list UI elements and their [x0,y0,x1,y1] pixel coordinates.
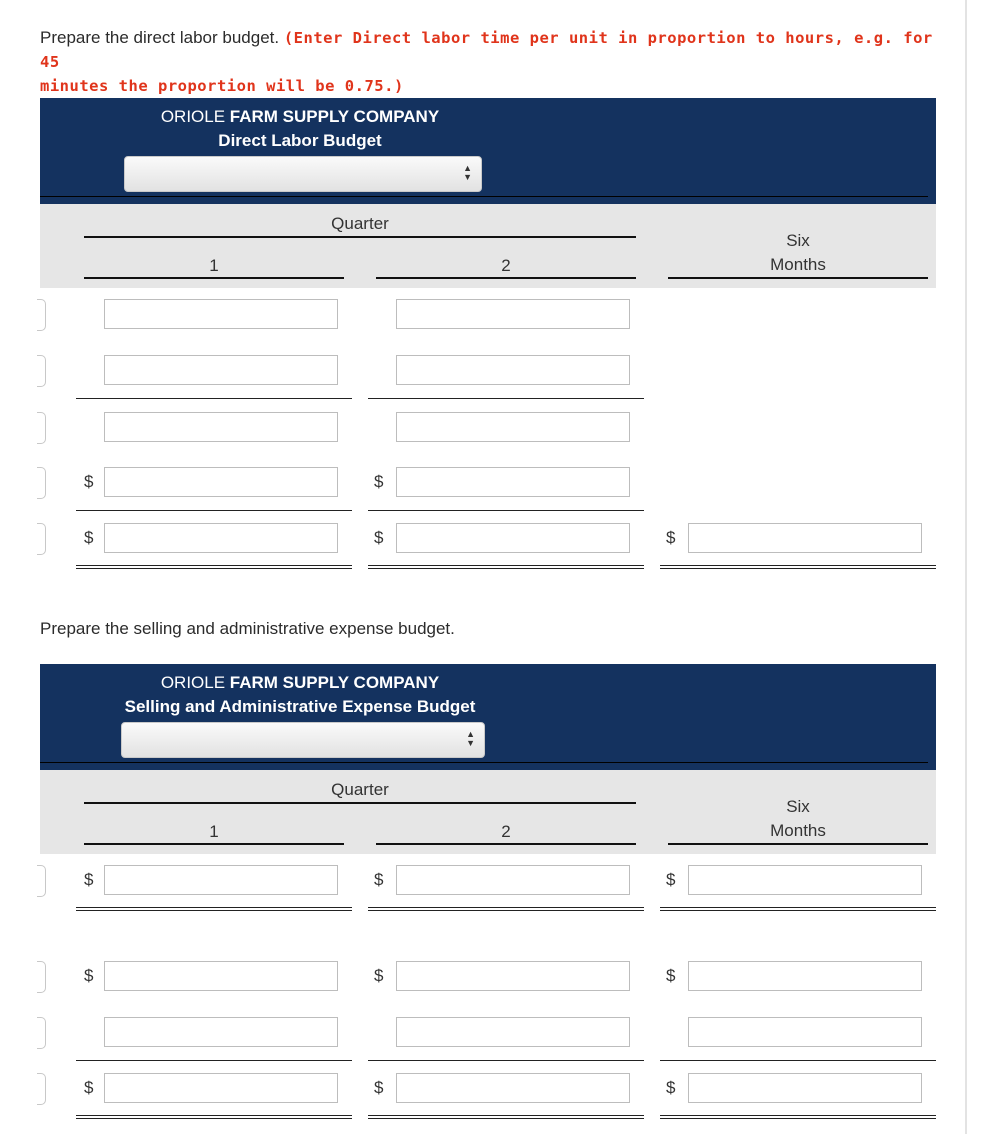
row-label-select[interactable] [37,1017,46,1049]
col-q1-underline [84,843,344,845]
dollar-sign: $ [374,472,384,491]
period-select[interactable] [121,722,485,758]
q2-input[interactable] [396,1017,630,1047]
col-q2-underline [376,277,636,279]
dollar-sign: $ [666,966,676,985]
dollar-sign: $ [84,1078,94,1097]
subtotal-rule [76,398,352,399]
quarter-underline [84,802,636,804]
select-arrows-icon: ▲ ▼ [466,729,475,748]
select-arrows-icon: ▲ ▼ [463,163,472,182]
company-name [40,673,560,693]
total-double-rule [368,565,644,569]
col-six-months-2: Months [770,255,826,274]
row-label-select[interactable] [37,961,46,993]
q1-input[interactable] [104,961,338,991]
q1-input[interactable] [104,355,338,385]
total-double-rule [76,1115,352,1119]
col-q1-underline [84,277,344,279]
quarter-label: Quarter [331,214,389,233]
dollar-sign: $ [84,966,94,985]
q2-input[interactable] [396,299,630,329]
selling-admin-header [40,664,936,770]
company-suffix: FARM SUPPLY COMPANY [225,673,440,692]
subtotal-rule [76,1060,352,1061]
col-q1: 1 [209,822,219,841]
period-select[interactable] [124,156,482,192]
instruction-text: Prepare the direct labor budget. [40,28,284,47]
col-six-months-1: Six [786,231,810,250]
selling-admin-column-headers [40,770,936,854]
dollar-sign: $ [374,1078,384,1097]
dollar-sign: $ [374,966,384,985]
subtotal-rule [660,1060,936,1061]
q1-input[interactable] [104,1017,338,1047]
total-double-rule [660,1115,936,1119]
right-border [965,0,967,1134]
total-double-rule [660,907,936,911]
col-six-months-underline [668,843,928,845]
q1-total-input[interactable] [104,523,338,553]
direct-labor-column-headers [40,204,936,288]
q1-input[interactable] [104,412,338,442]
col-q1: 1 [209,256,219,275]
q2-total-input[interactable] [396,1073,630,1103]
row-label-select[interactable] [37,299,46,331]
q2-total-input[interactable] [396,523,630,553]
selling-admin-instruction: Prepare the selling and administrative expense budget. [40,619,455,638]
col-q2-underline [376,843,636,845]
six-months-input[interactable] [688,865,922,895]
q1-input[interactable] [104,865,338,895]
instruction-note-cont: minutes the proportion will be 0.75.) [40,77,404,95]
total-double-rule [76,907,352,911]
q2-input[interactable] [396,412,630,442]
header-rule [40,196,928,197]
company-suffix: FARM SUPPLY COMPANY [225,107,440,126]
dollar-sign: $ [84,472,94,491]
col-q2: 2 [501,822,511,841]
col-six-months-1: Six [786,797,810,816]
six-months-total-input[interactable] [688,523,922,553]
row-label-select[interactable] [37,467,46,499]
q1-input[interactable] [104,467,338,497]
q2-input[interactable] [396,961,630,991]
row-label-select[interactable] [37,1073,46,1105]
total-double-rule [368,907,644,911]
direct-labor-header [40,98,936,204]
header-rule [40,762,928,763]
instruction-note: (Enter Direct labor time per unit in proportion to hours, e.g. for 45 [40,29,933,71]
row-label-select[interactable] [37,523,46,555]
dollar-sign: $ [666,870,676,889]
col-q2: 2 [501,256,511,275]
col-six-months-2: Months [770,821,826,840]
dollar-sign: $ [666,1078,676,1097]
total-double-rule [76,565,352,569]
quarter-label: Quarter [331,780,389,799]
subtotal-rule [76,510,352,511]
dollar-sign: $ [374,528,384,547]
six-months-input[interactable] [688,1017,922,1047]
row-label-select[interactable] [37,865,46,897]
row-label-select[interactable] [37,412,46,444]
q1-total-input[interactable] [104,1073,338,1103]
q2-input[interactable] [396,865,630,895]
six-months-total-input[interactable] [688,1073,922,1103]
subtotal-rule [368,398,644,399]
direct-labor-instruction [40,26,940,98]
company-name [40,107,560,127]
dollar-sign: $ [666,528,676,547]
total-double-rule [368,1115,644,1119]
dollar-sign: $ [84,528,94,547]
subtotal-rule [368,1060,644,1061]
q1-input[interactable] [104,299,338,329]
col-six-months-underline [668,277,928,279]
budget-title: Direct Labor Budget [218,131,382,150]
q2-input[interactable] [396,355,630,385]
subtotal-rule [368,510,644,511]
budget-title: Selling and Administrative Expense Budget [124,697,476,716]
dollar-sign: $ [84,870,94,889]
total-double-rule [660,565,936,569]
company-prefix: ORIOLE [160,673,226,692]
company-prefix: ORIOLE [160,107,226,126]
dollar-sign: $ [374,870,384,889]
quarter-underline [84,236,636,238]
six-months-input[interactable] [688,961,922,991]
q2-input[interactable] [396,467,630,497]
row-label-select[interactable] [37,355,46,387]
